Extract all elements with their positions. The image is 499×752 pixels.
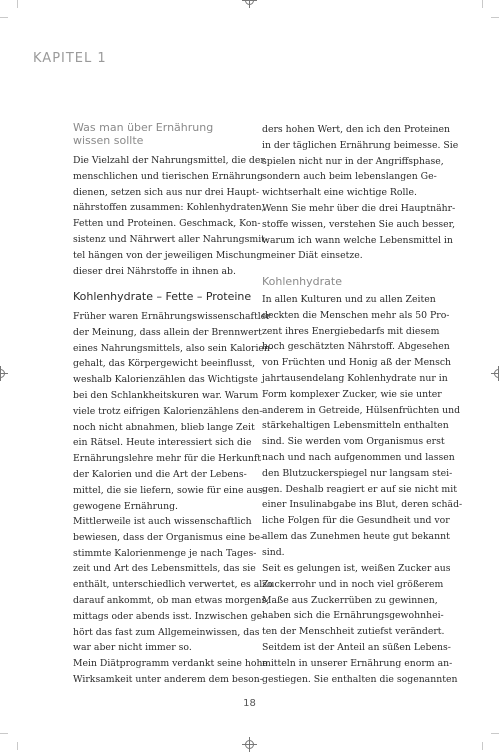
text-line: Ernährungslehre mehr für die Herkunft (73, 453, 262, 465)
text-line: bei den Schlankheitskuren war. Warum (73, 389, 259, 401)
text-line: allem das Zunehmen heute gut bekannt (262, 530, 450, 542)
trim-line-top-right (491, 17, 499, 18)
text-line: Maße aus Zuckerrüben zu gewinnen, (262, 594, 438, 606)
text-line: sind. (262, 546, 285, 558)
trim-line-bottom-left (0, 733, 8, 734)
text-line: zeit und Art des Lebensmittels, das sie (73, 563, 256, 575)
text-line: Fetten und Proteinen. Geschmack, Kon- (73, 218, 261, 230)
paragraph-brennwert (73, 309, 274, 514)
paragraph-weisser-zucker (262, 561, 458, 687)
text-line: haben sich die Ernährungsgewohnhei- (262, 610, 444, 622)
text-line: nach und nach aufgenommen und lassen (262, 451, 455, 463)
text-line: der Meinung, dass allein der Brennwert (73, 326, 262, 338)
trim-line-right-top (482, 0, 483, 8)
text-line: den Blutzuckerspiegel nur langsam stei- (262, 467, 453, 479)
chapter-label: KAPITEL 1 (33, 51, 107, 66)
text-line: in der täglichen Ernährung beimesse. Sie (262, 139, 459, 151)
text-line: stärkehaltigen Lebensmitteln enthalten (262, 420, 449, 432)
text-line: gestiegen. Sie enthalten die sogenannten (262, 673, 458, 685)
text-line: sind. Sie werden vom Organismus erst (262, 436, 445, 448)
trim-line-left-top (17, 0, 18, 8)
trim-line-left-bottom (17, 742, 18, 750)
text-line: hört das fast zum Allgemeinwissen, das (73, 626, 260, 638)
text-line: von Früchten und Honig aß der Mensch (262, 357, 452, 369)
text-line: eines Nahrungsmittels, also sein Kalorien- (73, 342, 274, 354)
text-line: wichtserhalt eine wichtige Rolle. (262, 187, 417, 199)
paragraph-diaetprogramm (73, 656, 268, 688)
text-line: mitteln in unserer Ernährung enorm an- (262, 657, 453, 669)
text-line: noch nicht abnahmen, blieb lange Zeit (73, 421, 255, 433)
text-line: zent ihres Energiebedarfs mit diesem (262, 325, 440, 337)
text-line: Wirksamkeit unter anderem dem beson- (73, 673, 263, 685)
registration-mark-bottom (245, 740, 254, 749)
text-line: Mein Diätprogramm verdankt seine hohe (73, 658, 268, 669)
text-line: tel hängen von der jeweiligen Mischung (73, 249, 263, 261)
registration-mark-left (0, 369, 5, 378)
text-line: meiner Diät einsetze. (262, 250, 363, 262)
text-line: Form komplexer Zucker, wie sie unter (262, 388, 442, 400)
text-line: weshalb Kalorienzählen das Wichtigste (73, 374, 258, 386)
text-line: der Kalorien und die Art der Lebens- (73, 468, 247, 480)
trim-line-right-bottom (482, 742, 483, 750)
text-line: gewogene Ernährung. (73, 500, 178, 512)
text-line: gehalt, das Körpergewicht beeinflusst, (73, 358, 256, 370)
text-line: mittel, die sie liefern, sowie für eine aus- (73, 484, 266, 496)
text-line: nährstoffen zusammen: Kohlenhydraten, (73, 202, 265, 214)
text-line: stoffe wissen, verstehen Sie auch besser, (262, 218, 456, 230)
text-line: In allen Kulturen und zu allen Zeiten (262, 294, 436, 305)
text-line: liche Folgen für die Gesundheit und vor (262, 515, 450, 527)
paragraph-intro (73, 153, 269, 279)
registration-mark-top (245, 0, 254, 5)
text-line: sistenz und Nährwert aller Nahrungsmit- (73, 233, 269, 245)
text-line: Seit es gelungen ist, weißen Zucker aus (262, 563, 451, 574)
text-line: enthält, unterschiedlich verwertet, es also (73, 579, 273, 591)
text-line: Wenn Sie mehr über die drei Hauptnähr- (262, 203, 456, 214)
text-line: Seitdem ist der Anteil an süßen Lebens- (262, 641, 451, 653)
text-line: einer Insulinabgabe ins Blut, deren schäd- (262, 499, 463, 511)
text-line: stimmte Kalorienmenge je nach Tages- (73, 547, 257, 559)
text-line: viele trotz eifrigen Kalorienzählens den- (73, 405, 263, 417)
section-heading-kohlenhydrate-fette-proteine: Kohlenhydrate – Fette – Proteine (73, 290, 252, 303)
paragraph-proteine-wert (262, 122, 459, 201)
heading-line: Was man über Ernährung (73, 121, 214, 134)
heading-line: wissen sollte (73, 134, 144, 147)
text-line: ein Rätsel. Heute interessiert sich die (73, 437, 252, 449)
text-line: gen. Deshalb reagiert er auf sie nicht mit (262, 483, 457, 495)
text-line: ten der Menschheit zutiefst verändert. (262, 626, 445, 638)
trim-line-top-left (0, 17, 8, 18)
trim-line-bottom-right (491, 733, 499, 734)
text-line: Früher waren Ernährungswissenschaftler (73, 311, 271, 322)
text-line: spielen nicht nur in der Angriffsphase, (262, 155, 444, 167)
text-line: sondern auch beim lebenslangen Ge- (262, 171, 437, 183)
text-line: darauf ankommt, ob man etwas morgens, (73, 594, 270, 606)
text-line: dienen, setzen sich aus nur drei Haupt- (73, 186, 259, 198)
text-line: bewiesen, dass der Organismus eine be- (73, 531, 264, 543)
paragraph-hauptnaehrstoffe (262, 201, 456, 264)
section-heading-ernaehrung (73, 121, 259, 147)
text-line: menschlichen und tierischen Ernährung (73, 170, 263, 182)
registration-mark-right (494, 369, 499, 378)
page-number: 18 (243, 698, 256, 709)
text-line: dieser drei Nährstoffe in ihnen ab. (73, 265, 236, 277)
paragraph-kulturen (262, 292, 463, 561)
text-line: jahrtausendelang Kohlenhydrate nur in (262, 372, 448, 384)
paragraph-wissenschaftlich (73, 514, 273, 656)
text-line: Mittlerweile ist auch wissenschaftlich (73, 516, 252, 527)
text-line: warum ich wann welche Lebensmittel in (262, 234, 453, 246)
text-line: ders hohen Wert, den ich den Proteinen (262, 124, 450, 135)
section-heading-kohlenhydrate: Kohlenhydrate (262, 275, 342, 288)
text-line: Zuckerrohr und in noch viel größerem (262, 578, 444, 590)
text-line: hoch geschätzten Nährstoff. Abgesehen (262, 341, 450, 353)
text-line: war aber nicht immer so. (73, 642, 192, 654)
text-line: anderem in Getreide, Hülsenfrüchten und (262, 404, 461, 416)
text-line: deckten die Menschen mehr als 50 Pro- (262, 309, 450, 321)
text-line: mittags oder abends isst. Inzwischen ge- (73, 610, 266, 622)
text-line: Die Vielzahl der Nahrungsmittel, die der (73, 155, 265, 166)
